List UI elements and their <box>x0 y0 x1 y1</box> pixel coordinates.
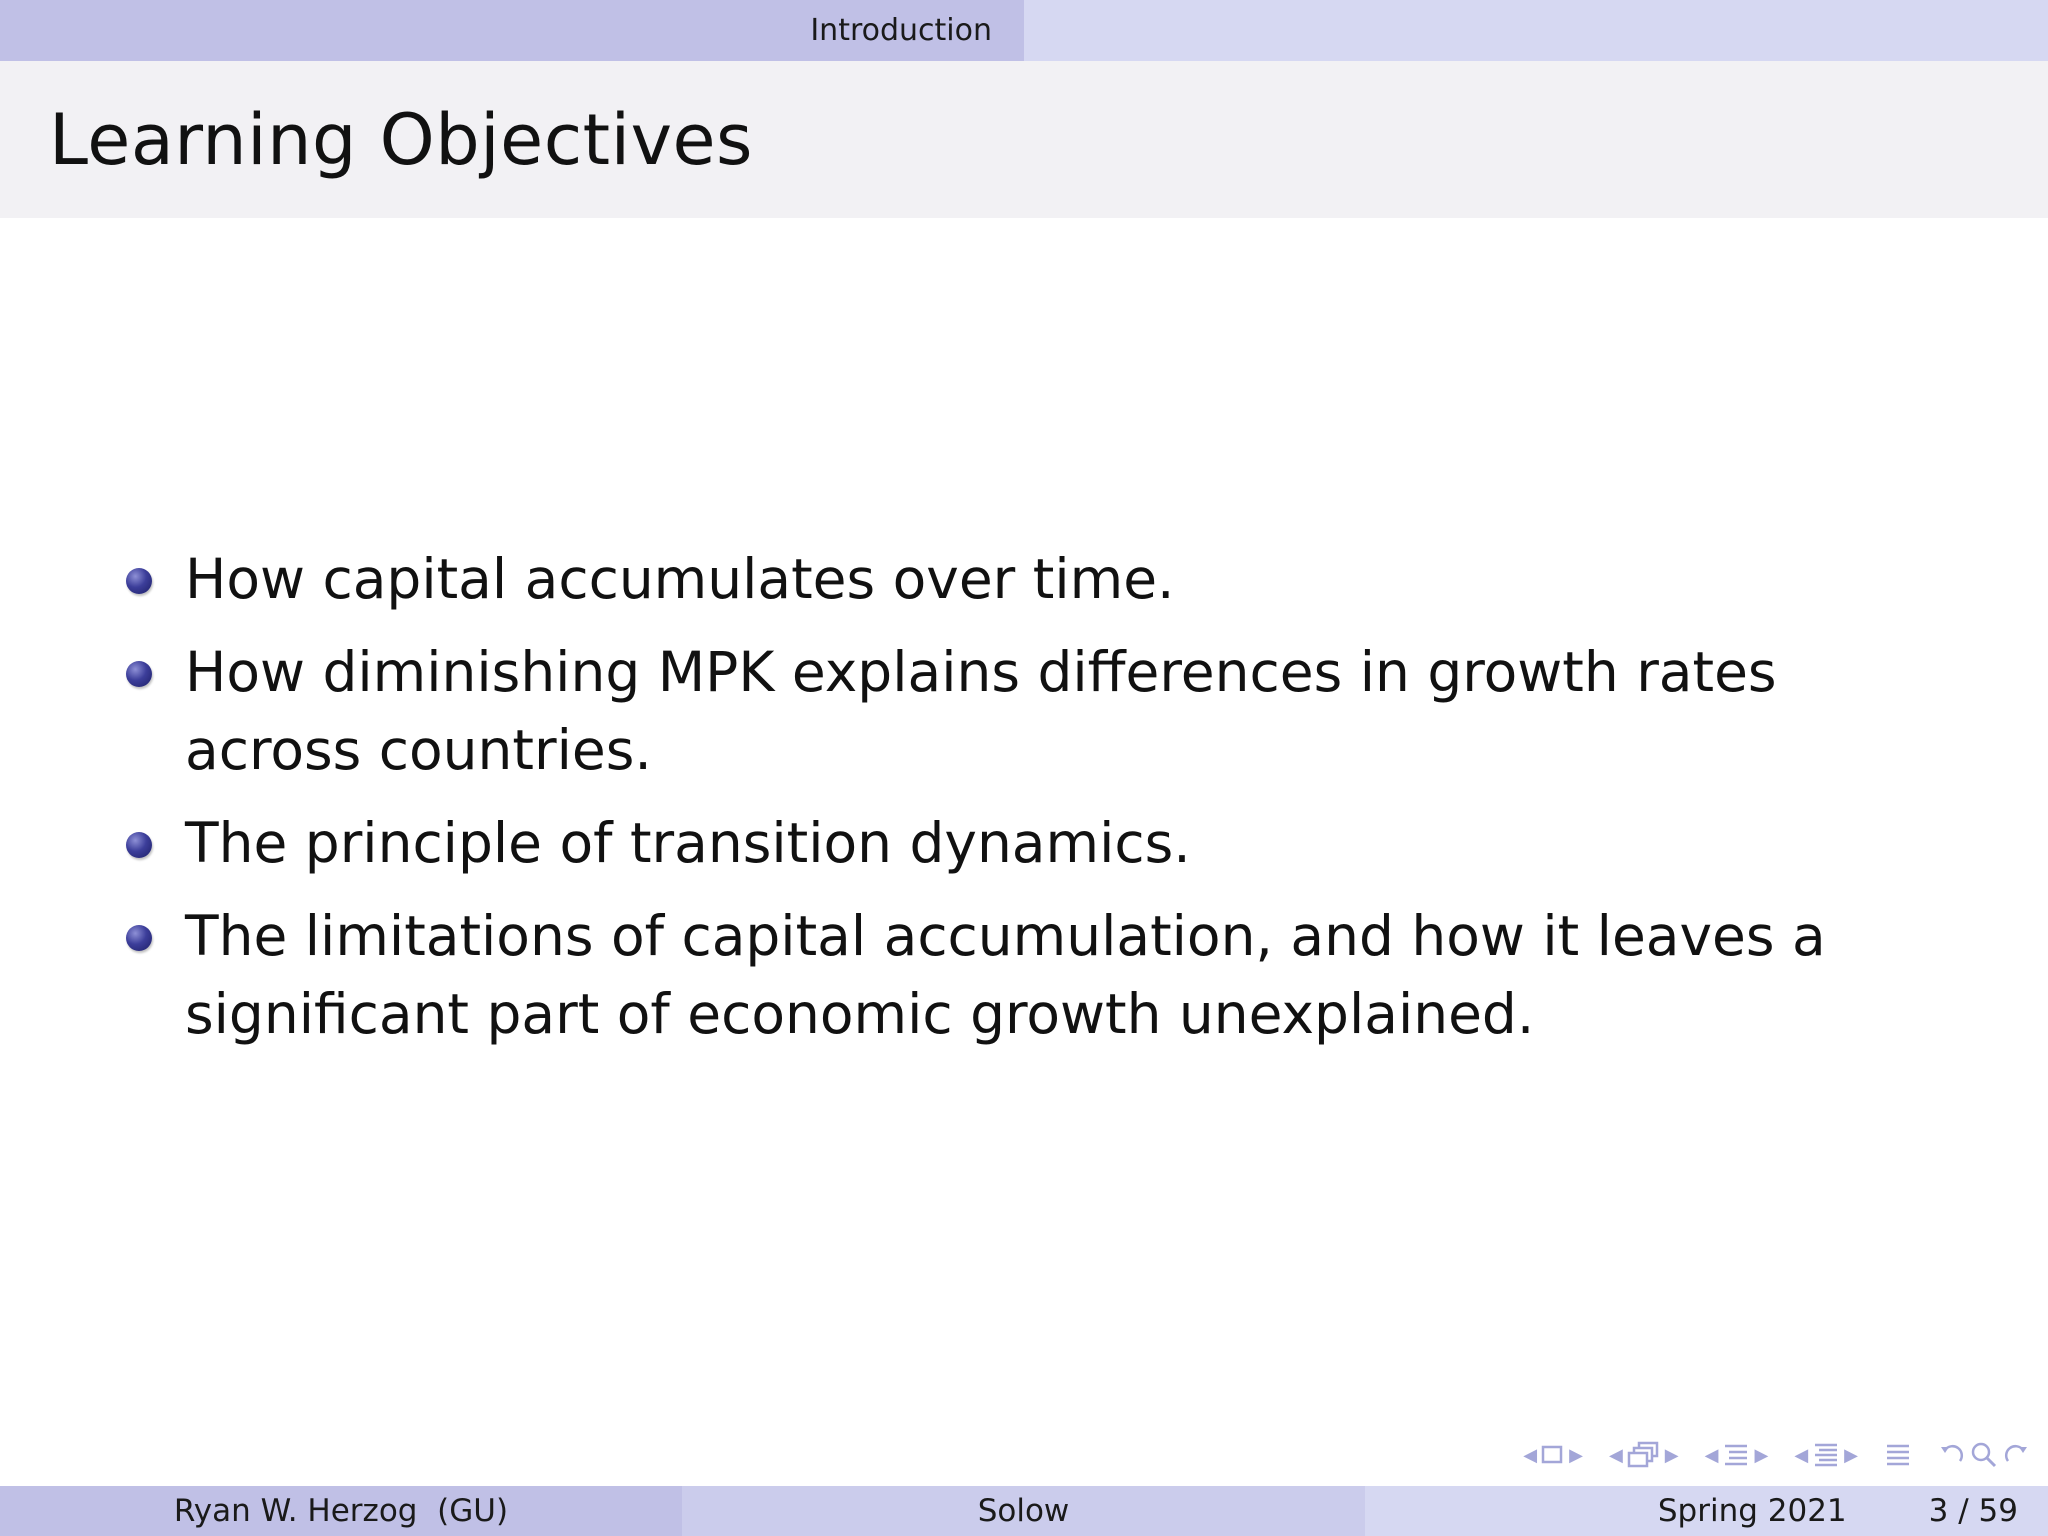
footer-page-number: 3 / 59 <box>1928 1493 2018 1529</box>
footer-author-box <box>0 1486 682 1536</box>
frame-title: Learning Objectives <box>49 98 754 181</box>
list-item <box>0 633 2048 789</box>
subsection-prev-icon[interactable]: ◀ <box>1704 1444 1719 1466</box>
navigation-symbols <box>1501 1437 2030 1473</box>
slide-icon[interactable] <box>1627 1441 1661 1469</box>
nav-history-group <box>1938 1441 2030 1469</box>
subsection-icon[interactable] <box>1722 1441 1750 1469</box>
frame-next-icon[interactable]: ▶ <box>1569 1444 1583 1466</box>
footer-short-title: Solow <box>977 1493 1070 1529</box>
document-icon[interactable] <box>1884 1441 1912 1469</box>
list-item-text: The principle of transition dynamics. <box>185 811 1191 875</box>
nav-section-group <box>1794 1441 1858 1469</box>
frame-title-bar <box>0 61 2048 218</box>
bullet-ball-icon <box>126 661 152 687</box>
list-item <box>0 540 2048 618</box>
slide-prev-icon[interactable]: ◀ <box>1608 1444 1623 1466</box>
headline-section-label[interactable]: Introduction <box>810 13 992 48</box>
headline-bar <box>0 0 2048 61</box>
search-icon[interactable] <box>1970 1441 1998 1469</box>
subsection-next-icon[interactable]: ▶ <box>1754 1444 1769 1466</box>
footer-title-box <box>682 1486 1365 1536</box>
headline-section-rest <box>1024 0 2048 61</box>
section-next-icon[interactable]: ▶ <box>1844 1444 1858 1466</box>
section-prev-icon[interactable]: ◀ <box>1794 1444 1809 1466</box>
nav-frame-group <box>1523 1444 1583 1466</box>
footline-bar <box>0 1486 2048 1536</box>
forward-icon[interactable] <box>2002 1441 2030 1469</box>
nav-slide-group <box>1609 1441 1679 1469</box>
bullet-ball-icon <box>126 925 152 951</box>
frame-prev-icon[interactable]: ◀ <box>1523 1444 1538 1466</box>
footer-date: Spring 2021 <box>1657 1493 1847 1529</box>
list-item-text: How capital accumulates over time. <box>185 547 1175 611</box>
headline-section-current[interactable] <box>0 0 1024 61</box>
section-icon[interactable] <box>1812 1441 1840 1469</box>
slide-next-icon[interactable]: ▶ <box>1664 1444 1679 1466</box>
list-item-text: How diminishing MPK explains differences in growth rates across countries. <box>185 640 1777 782</box>
list-item <box>0 804 2048 882</box>
list-item-text: The limitations of capital accumulation, and how it leaves a significant part of economic growth unexplained. <box>185 904 1826 1046</box>
bullet-ball-icon <box>126 568 152 594</box>
bullet-ball-icon <box>126 832 152 858</box>
objectives-list <box>0 540 2048 1068</box>
list-item <box>0 897 2048 1053</box>
frame-icon[interactable] <box>1541 1444 1565 1466</box>
footer-author: Ryan W. Herzog (GU) <box>173 1493 509 1529</box>
footer-date-box <box>1365 1486 2048 1536</box>
nav-document-group <box>1884 1441 1912 1469</box>
nav-subsection-group <box>1705 1441 1769 1469</box>
back-icon[interactable] <box>1938 1441 1966 1469</box>
